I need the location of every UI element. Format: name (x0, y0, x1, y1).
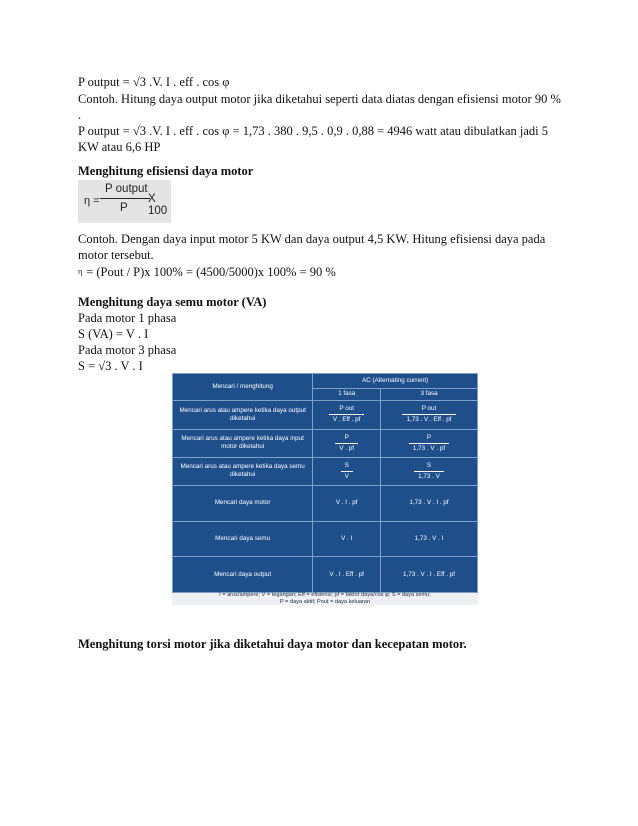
formula-cell: V . I . Eff . pf (313, 557, 381, 593)
table-row (173, 486, 478, 522)
formula-cell: 1,73 . V . I . pf (381, 486, 478, 522)
table-row (173, 557, 478, 593)
fraction-denominator: 1,73 . V . Eff . pf (402, 414, 455, 424)
heading-apparent-power: Menghitung daya semu motor (VA) (78, 295, 267, 309)
table-row (173, 401, 478, 429)
apparent-three-phase-formula: S = √3 . V . I (78, 359, 143, 373)
fraction-numerator: P out (339, 405, 354, 413)
row-label: Mencari daya output (173, 557, 313, 593)
formula-fraction-line (100, 198, 150, 199)
ac-formula-table (172, 373, 478, 593)
formula-cell: V . I . pf (313, 486, 381, 522)
table-col-1-phase: 1 fasa (313, 388, 381, 401)
fraction-denominator: 1,73 . V (414, 471, 444, 481)
formula-denominator: P (120, 202, 128, 214)
legend-line-2: P = daya aktif; Pout = daya keluaran (279, 599, 371, 605)
efficiency-calculation: = (Pout / P)x 100% = (4500/5000)x 100% = 90 % (86, 265, 336, 279)
fraction-denominator: 1,73 . V . pf (409, 443, 449, 453)
table-row (173, 521, 478, 557)
example-result: KW atau 6,6 HP (78, 140, 161, 154)
efficiency-calculation-row (78, 264, 336, 280)
table-group-header: AC (Alternating current) (313, 374, 478, 389)
fraction-numerator: P (426, 433, 432, 441)
ac-formula-table-image (172, 373, 478, 605)
heading-efficiency: Menghitung efisiensi daya motor (78, 164, 254, 178)
formula-eta: η = (84, 195, 100, 207)
table-row (173, 429, 478, 457)
fraction-denominator: V (341, 471, 353, 481)
row-label: Mencari arus atau ampere ketika daya input motor diketahui (173, 429, 313, 457)
row-label: Mencari daya motor (173, 486, 313, 522)
formula-cell: V . I (313, 521, 381, 557)
apparent-single-phase-formula: S (VA) = V . I (78, 327, 149, 341)
fraction-denominator: V . pf (335, 443, 358, 453)
formula-multiplier: X 100 (148, 193, 168, 217)
efficiency-formula-image (78, 180, 171, 223)
formula-cell: 1,73 . V . I (381, 521, 478, 557)
formula-cell: 1,73 . V . I . Eff . pf (381, 557, 478, 593)
formula-numerator: P output (105, 183, 148, 195)
table-corner-header: Mencari / menghitung (173, 374, 313, 401)
heading-torque: Menghitung torsi motor jika diketahui daya motor dan kecepatan motor. (78, 637, 467, 651)
example-calculation: P output = √3 .V. I . eff . cos φ = 1,73 . 380 . 9,5 . 0,9 . 0,88 = 4946 watt atau dibulatkan jadi 5 (78, 124, 549, 138)
example-text-1: Contoh. Hitung daya output motor jika diketahui seperti data diatas dengan efisiensi motor 90 % (78, 92, 561, 106)
row-label: Mencari daya semu (173, 521, 313, 557)
apparent-single-phase-label: Pada motor 1 phasa (78, 311, 177, 325)
eta-symbol: η (78, 267, 83, 276)
apparent-three-phase-label: Pada motor 3 phasa (78, 343, 177, 357)
fraction-numerator: P out (421, 405, 437, 413)
legend-line-1: I = arus/ampere; V = tegangan; Eff = efisiensi; pf = faktor daya/cos φ; S = daya semu; (219, 592, 431, 598)
table-legend (172, 592, 478, 606)
table-col-3-phase: 3 fasa (381, 388, 478, 401)
example-text-dot: . (78, 108, 82, 122)
table-row (173, 457, 478, 485)
efficiency-example-2: motor tersebut. (78, 248, 154, 262)
fraction-numerator: S (344, 461, 349, 469)
formula-power-output: P output = √3 .V. I . eff . cos φ (78, 75, 230, 89)
row-label: Mencari arus atau ampere ketika daya output diketahui (173, 401, 313, 429)
fraction-denominator: V . Eff . pf (329, 414, 365, 424)
fraction-numerator: S (426, 461, 432, 469)
row-label: Mencari arus atau ampere ketika daya semu diketahui (173, 457, 313, 485)
fraction-numerator: P (344, 433, 349, 441)
efficiency-example-1: Contoh. Dengan daya input motor 5 KW dan daya output 4,5 KW. Hitung efisiensi daya pada (78, 232, 546, 246)
